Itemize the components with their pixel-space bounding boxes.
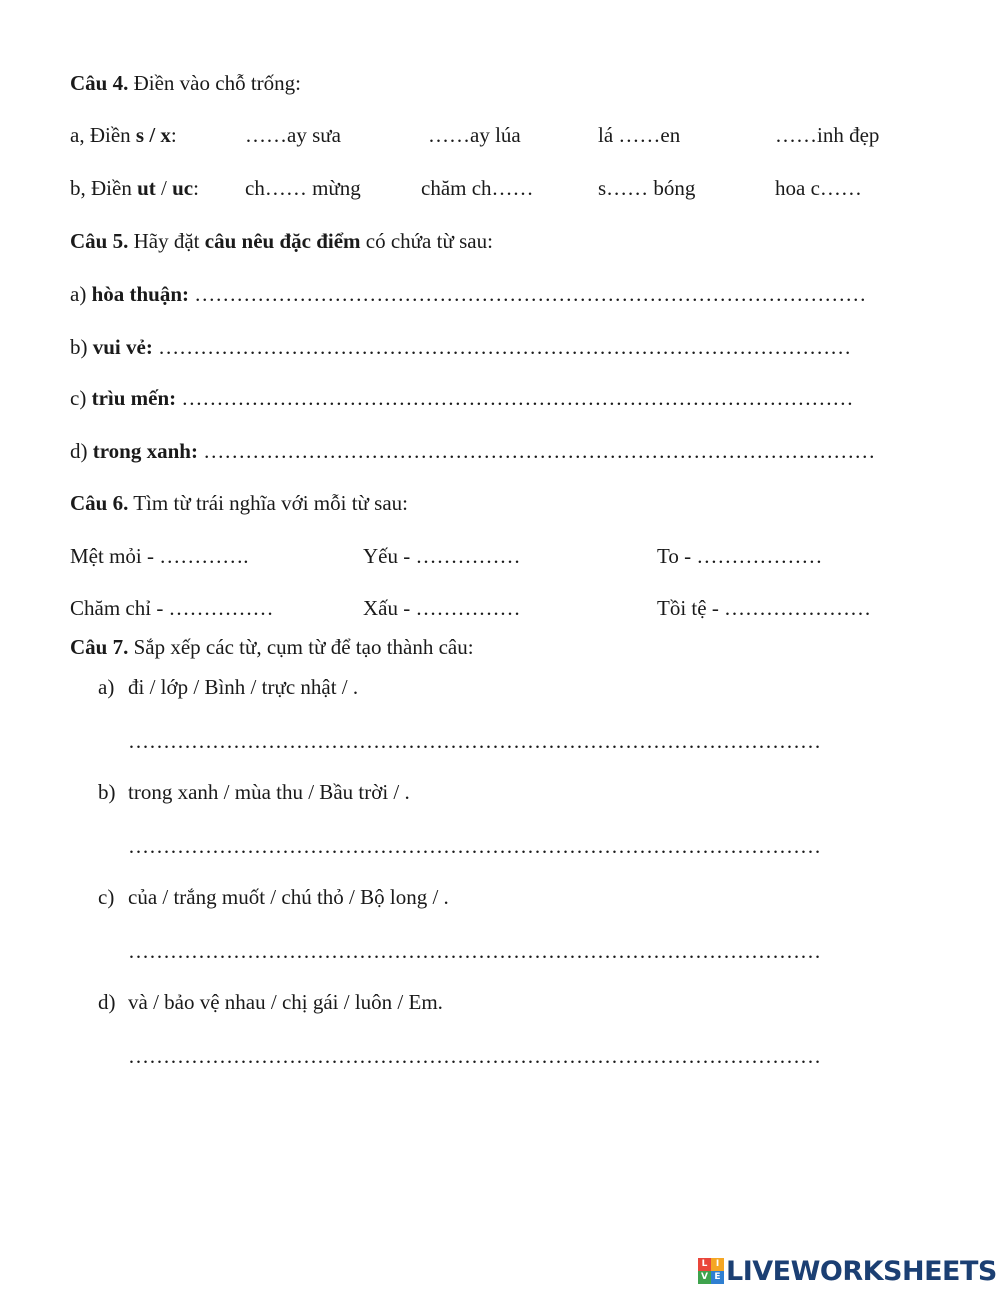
answer-blank[interactable]: ……………………………………………………………………………………	[189, 282, 867, 306]
q4-row-a-key: s / x	[135, 123, 171, 147]
answer-blank[interactable]: ……………………………………………………………………………………	[176, 386, 854, 410]
q5-label: Câu 5.	[70, 229, 129, 253]
q4-a-blank-4[interactable]: ……inh đẹp	[775, 123, 880, 147]
q4-a-blank-3[interactable]: lá ……en	[598, 123, 681, 147]
q7-c-answer-blank[interactable]: ………………………………………………………………………………………	[128, 939, 821, 963]
q4-b-blank-4[interactable]: hoa c……	[775, 176, 862, 200]
q6-blank-3[interactable]: To - ………………	[657, 544, 823, 568]
q4-row-b-key1: ut	[137, 176, 156, 200]
q7-label: Câu 7.	[70, 635, 129, 659]
q5-item-c: c) trìu mến: ……………………………………………………………………………………	[70, 386, 854, 410]
q4-b-blank-1[interactable]: ch…… mừng	[245, 176, 361, 200]
q7-a-letter: a)	[98, 675, 115, 699]
q7-a-answer-blank[interactable]: ………………………………………………………………………………………	[128, 729, 821, 753]
logo-letter-e: E	[711, 1271, 724, 1284]
q4-b-blank-3[interactable]: s…… bóng	[598, 176, 696, 200]
q6-blank-4[interactable]: Chăm chỉ - ……………	[70, 596, 274, 620]
q5-item-a: a) hòa thuận: ……………………………………………………………………………………	[70, 282, 867, 306]
q4-heading	[70, 70, 301, 96]
q4-label: Câu 4.	[70, 71, 129, 95]
q6-label: Câu 6.	[70, 491, 129, 515]
q5-word: trong xanh:	[92, 439, 198, 463]
q4-prompt: Điền vào chỗ trống:	[133, 71, 301, 95]
q5-word: trìu mến:	[91, 386, 177, 410]
q4-a-blank-2[interactable]: ……ay lúa	[428, 123, 521, 147]
q6-blank-5[interactable]: Xấu - ……………	[363, 596, 521, 620]
q4-row-b-key2: uc	[172, 176, 194, 200]
q5-item-d: d) trong xanh: ……………………………………………………………………………………	[70, 439, 876, 463]
q7-c-letter: c)	[98, 885, 115, 909]
q4-row-a-label: a, Điền s / x:	[70, 123, 177, 147]
logo-icon	[698, 1258, 724, 1284]
q6-blank-6[interactable]: Tồi tệ - …………………	[657, 596, 872, 620]
q5-word: hòa thuận:	[91, 282, 190, 306]
q7-a-words: đi / lớp / Bình / trực nhật / .	[128, 675, 359, 699]
q6-blank-1[interactable]: Mệt mỏi - ………….	[70, 544, 249, 568]
q5-word: vui vẻ:	[92, 335, 153, 359]
q7-d-letter: d)	[98, 990, 116, 1014]
q7-b-answer-blank[interactable]: ………………………………………………………………………………………	[128, 834, 821, 858]
q7-b-letter: b)	[98, 780, 116, 804]
logo-letter-i: I	[711, 1258, 724, 1271]
q7-d-answer-blank[interactable]: ………………………………………………………………………………………	[128, 1044, 821, 1068]
q7-b-words: trong xanh / mùa thu / Bầu trời / .	[128, 780, 410, 804]
logo-letter-v: V	[698, 1271, 711, 1284]
q6-prompt: Tìm từ trái nghĩa với mỗi từ sau:	[133, 491, 408, 515]
logo-text: LIVEWORKSHEETS	[726, 1255, 997, 1287]
q7-heading	[70, 634, 474, 660]
q7-prompt: Sắp xếp các từ, cụm từ để tạo thành câu:	[133, 635, 474, 659]
answer-blank[interactable]: ……………………………………………………………………………………	[197, 439, 876, 463]
q5-prompt-bold: câu nêu đặc điểm	[204, 229, 361, 253]
q6-heading	[70, 490, 408, 516]
q5-heading: Câu 5. Hãy đặt câu nêu đặc điểm có chứa từ sau:	[70, 229, 493, 253]
logo-letter-l: L	[698, 1258, 711, 1271]
q5-item-b: b) vui vẻ: ………………………………………………………………………………………	[70, 335, 852, 359]
q7-c-words: của / trắng muốt / chú thỏ / Bộ long / .	[128, 885, 449, 909]
q6-blank-2[interactable]: Yếu - ……………	[363, 544, 521, 568]
liveworksheets-logo	[698, 1254, 997, 1288]
q4-b-blank-2[interactable]: chăm ch……	[421, 176, 534, 200]
q4-row-b-label: b, Điền ut / uc:	[70, 176, 199, 200]
answer-blank[interactable]: ………………………………………………………………………………………	[152, 335, 852, 359]
q4-a-blank-1[interactable]: ……ay sưa	[245, 123, 341, 147]
q7-d-words: và / bảo vệ nhau / chị gái / luôn / Em.	[128, 990, 443, 1014]
